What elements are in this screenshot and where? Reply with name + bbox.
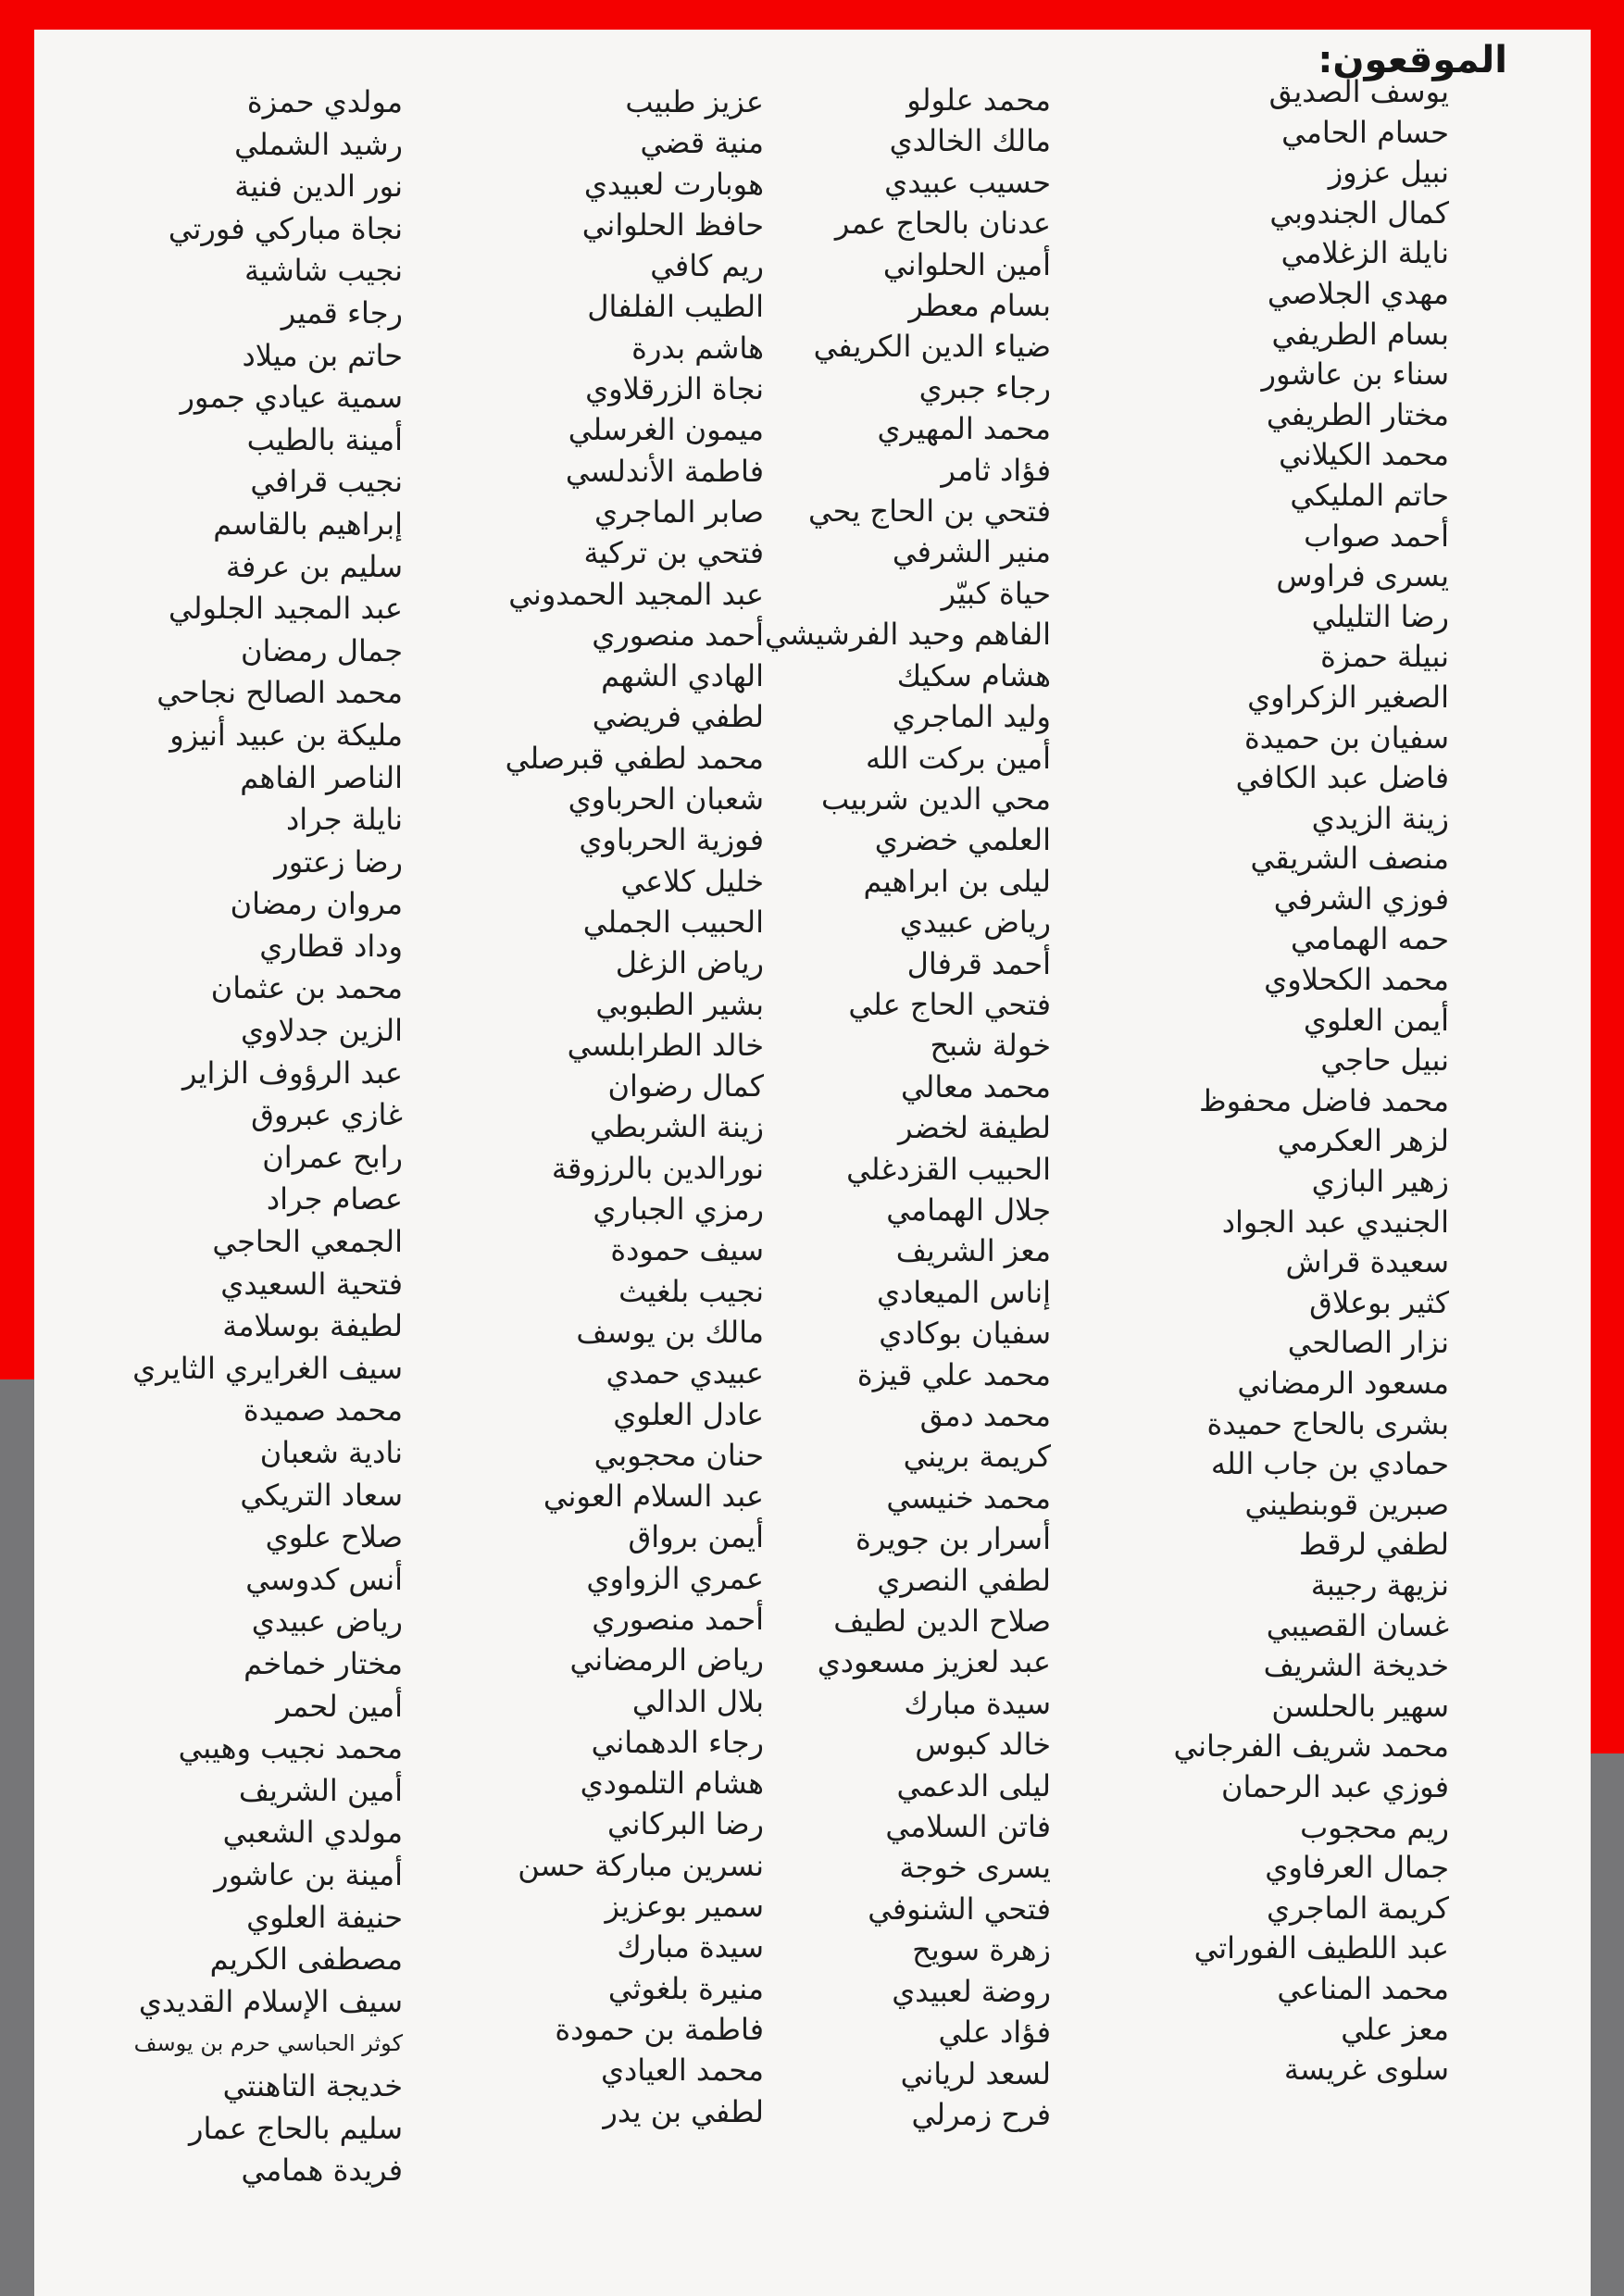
list-item: لطيفة بوسلامة [222, 1308, 403, 1344]
list-item: خليل كلاعي [620, 863, 764, 899]
list-item: فاطمة الأندلسي [565, 453, 764, 489]
list-item: لطفي فريضي [592, 699, 764, 735]
list-item: أيمن العلوي [1303, 1002, 1449, 1038]
list-item: سليم بن عرفة [225, 548, 403, 584]
list-item: حمه الهمامي [1290, 921, 1449, 957]
list-item: منيرة بلغوثي [607, 1970, 764, 2006]
list-item: لطفي بن يدر [603, 2093, 764, 2129]
list-item: مروان رمضان [230, 886, 403, 922]
list-item: سيف الإسلام القديدي [138, 1983, 403, 2019]
list-item: فوزية الحرباوي [579, 822, 764, 858]
list-item: مختار الطريفي [1266, 396, 1449, 432]
signatories-column-4 [0, 81, 403, 2192]
list-item: مسعود الرمضاني [1237, 1366, 1449, 1401]
list-item: نزيهة رجيبة [1310, 1566, 1449, 1603]
list-item: سليم بالحاج عمار [189, 2110, 403, 2146]
list-item: فاضل عبد الكافي [1235, 760, 1449, 796]
list-item: رمزي الجباري [593, 1192, 764, 1228]
list-item: رياض عبيدي [251, 1603, 403, 1640]
list-item: منية قضي [640, 125, 764, 161]
list-item: الناصر الفاهم [240, 759, 403, 795]
list-item: محمد دمق [919, 1398, 1051, 1433]
list-item: ميمون الغرسلي [568, 412, 764, 448]
list-item: رضا زعتور [274, 843, 403, 880]
list-item: كوثر الحباسي حرم بن يوسف [133, 2030, 403, 2057]
list-item: أمينة بالطيب [246, 421, 403, 457]
list-item: محمد المناعي [1277, 1970, 1449, 2006]
right-border-bar-red [1591, 0, 1624, 1753]
list-item: سعيدة قراش [1285, 1244, 1449, 1280]
list-item: فرح زمرلي [911, 2096, 1051, 2132]
list-item: كريمة الماجري [1267, 1890, 1449, 1926]
list-item: نور الدين فنية [234, 168, 403, 205]
list-item: سفيان بوكادي [879, 1316, 1051, 1352]
list-item: نزار الصالحي [1287, 1325, 1449, 1361]
list-item: جلال الهمامي [886, 1192, 1051, 1228]
list-item: فريدة همامي [241, 2152, 403, 2189]
list-item: حسام الحامي [1281, 114, 1449, 150]
list-item: غازي عبروق [251, 1097, 403, 1133]
list-item: يوسف الصديق [1268, 74, 1449, 109]
list-item: مختار خماخم [244, 1645, 403, 1681]
list-item: خالد كبوس [915, 1727, 1051, 1763]
list-item: محمد الكيلاني [1279, 437, 1449, 473]
list-item: رياض الرمضاني [569, 1642, 764, 1678]
list-item: محمد فاضل محفوظ [1199, 1082, 1449, 1118]
list-item: محمد الكحلاوي [1264, 962, 1449, 998]
list-item: سمير بوعزيز [605, 1889, 764, 1925]
list-item: الهادي الشهم [601, 658, 764, 694]
list-item: لطفي النصري [877, 1562, 1051, 1598]
list-item: سفيان بن حميدة [1243, 719, 1449, 755]
list-item: فاطمة بن حمودة [555, 2011, 764, 2047]
list-item: حاتم المليكي [1290, 477, 1449, 513]
list-item: فؤاد ثامر [941, 452, 1051, 488]
list-item: سعاد التريكي [240, 1477, 403, 1513]
list-item: وداد قطاري [259, 928, 403, 964]
list-item: أمين الحلواني [882, 246, 1051, 282]
list-item: الطيب الفلفال [587, 289, 764, 325]
list-item: روضة لعبيدي [892, 1973, 1051, 2009]
list-item: الحبيب الجملي [582, 904, 764, 940]
list-item: يسرى فراوس [1276, 558, 1449, 594]
list-item: رجاء جبري [918, 369, 1051, 406]
list-item: أحمد منصوري [592, 617, 764, 653]
right-border-bar-gray [1591, 1753, 1624, 2296]
list-item: نسرين مباركة حسن [518, 1847, 764, 1883]
list-item: لزهر العكرمي [1277, 1123, 1449, 1159]
list-item: إبراهيم بالقاسم [213, 505, 403, 542]
list-item: فتحي الشنوفي [868, 1890, 1051, 1927]
list-item: نجاة مباركي فورتي [168, 210, 403, 246]
list-item: كمال الجندوبي [1269, 194, 1449, 231]
list-item: محمد لطفي قبرصلي [505, 740, 764, 776]
list-item: إناس الميعادي [876, 1274, 1051, 1310]
list-item: فتحي بن الحاج يحي [808, 493, 1051, 530]
list-item: غسان القصيبي [1266, 1607, 1449, 1643]
list-item: عبد لعزيز مسعودي [817, 1644, 1051, 1680]
list-item: مولدي حمزة [246, 84, 403, 119]
list-item: هشام التلمودي [580, 1766, 764, 1802]
list-item: محمد نجيب وهيبي [178, 1730, 403, 1766]
list-item: جمال رمضان [240, 632, 403, 668]
page-title: الموقعون: [1318, 39, 1507, 81]
list-item: نجيب شاشية [244, 253, 403, 289]
list-item: عبد المجيد الجلولي [169, 591, 403, 627]
list-item: سيدة مبارك [617, 1929, 764, 1965]
list-item: خالد الطرابلسي [567, 1027, 764, 1063]
list-item: أسرار بن جويرة [856, 1521, 1051, 1557]
list-item: عبد المجيد الحمدوني [508, 576, 764, 612]
list-item: فوزي الشرفي [1273, 880, 1449, 917]
list-item: وليد الماجري [892, 699, 1051, 735]
list-item: العلمي خضري [874, 822, 1051, 858]
list-item: أحمد منصوري [592, 1601, 764, 1637]
list-item: محمد معالي [900, 1068, 1051, 1104]
list-item: أمين الشريف [238, 1772, 403, 1808]
list-item: بلال الدالي [631, 1683, 764, 1719]
list-item: ليلى الدعمي [896, 1767, 1051, 1803]
list-item: رضا التليلي [1311, 598, 1449, 634]
list-item: كريمة بريني [903, 1439, 1051, 1475]
list-item: رجاء الدهماني [591, 1724, 764, 1760]
list-item: فتحي الحاج علي [848, 986, 1051, 1022]
list-item: عبد اللطيف الفوراتي [1193, 1930, 1449, 1966]
list-item: الفاهم وحيد الفرشيشي [765, 617, 1051, 653]
list-item: الزين جدلاوي [240, 1013, 403, 1049]
list-item: لسعد لرياني [900, 2055, 1051, 2091]
list-item: رضا البركاني [606, 1806, 764, 1842]
list-item: سمية عيادي جمور [180, 380, 403, 416]
list-item: شعبان الحرباوي [568, 781, 764, 817]
list-item: سهير بالحلسن [1271, 1688, 1449, 1724]
list-item: زهرة سويح [912, 1932, 1051, 1968]
list-item: أحمد قرفال [906, 945, 1051, 981]
list-item: عصام جراد [266, 1181, 403, 1217]
list-item: عمري الزواوي [586, 1560, 764, 1596]
list-item: محمد خنيسي [886, 1479, 1051, 1516]
list-item: كثير بوعلاق [1309, 1284, 1449, 1320]
list-item: عبيدي حمدي [606, 1355, 764, 1391]
list-item: سلوى غريسة [1283, 2052, 1449, 2088]
list-item: مولدي الشعبي [222, 1815, 403, 1851]
list-item: مهدي الجلاصي [1267, 275, 1449, 311]
list-item: أنس كدوسي [245, 1561, 403, 1597]
list-item: محمد بن عثمان [210, 970, 403, 1006]
list-item: زهير البازي [1311, 1164, 1449, 1200]
list-item: فوزي عبد الرحمان [1220, 1768, 1449, 1804]
list-item: صابر الماجري [593, 493, 764, 530]
list-item: حنيفة العلوي [246, 1899, 403, 1935]
list-item: أمين لحمر [276, 1688, 403, 1724]
list-item: منصف الشريقي [1250, 841, 1449, 877]
list-item: خديجة التاهنتي [222, 2067, 403, 2103]
list-item: حمادي بن جاب الله [1210, 1446, 1449, 1482]
list-item: هشام سكيك [896, 657, 1051, 693]
list-item: مصطفى الكريم [209, 1941, 403, 1978]
list-item: سناء بن عاشور [1261, 356, 1449, 393]
list-item: فتحية السعيدي [220, 1266, 403, 1302]
list-item: محمد صميدة [243, 1392, 403, 1429]
list-item: الجنيدي عبد الجواد [1221, 1204, 1449, 1240]
list-item: مالك الخالدي [889, 123, 1051, 159]
list-item: هاشم بدرة [631, 330, 764, 366]
list-item: حاتم بن ميلاد [242, 337, 403, 373]
list-item: هوبارت لعبيدي [583, 166, 764, 202]
list-item: بشير الطبوبي [595, 986, 764, 1022]
list-item: مالك بن يوسف [576, 1314, 764, 1350]
list-item: أحمد صواب [1304, 518, 1449, 554]
list-item: فؤاد علي [938, 2015, 1051, 2051]
list-item: رابح عمران [262, 1139, 403, 1175]
list-item: كمال رضوان [607, 1068, 764, 1104]
list-item: صلاح علوي [265, 1519, 403, 1555]
list-item: لطفي لرقط [1298, 1527, 1449, 1563]
list-item: الصغير الزكراوي [1247, 679, 1449, 715]
list-item: فاتن السلامي [885, 1809, 1051, 1845]
list-item: لطيفة لخضر [898, 1110, 1051, 1146]
list-item: عادل العلوي [613, 1396, 764, 1432]
list-item: معز علي [1341, 2011, 1449, 2047]
list-item: حسيب عبيدي [884, 164, 1051, 200]
list-item: ضياء الدين الكريفي [813, 329, 1051, 365]
list-item: نجيب بلغيث [618, 1273, 764, 1309]
list-item: نجاة الزرقلاوي [585, 371, 764, 407]
list-item: رياض عبيدي [899, 905, 1051, 941]
list-item: زينة الزيدي [1311, 800, 1449, 836]
list-item: محمد الصالح نجاحي [156, 675, 403, 711]
list-item: زينة الشربطي [589, 1109, 764, 1145]
list-item: محمد المهيري [877, 411, 1051, 447]
list-item: نادية شعبان [259, 1435, 403, 1470]
list-item: نايلة جراد [285, 802, 403, 838]
list-item: نجيب قرافي [250, 464, 403, 500]
list-item: رجاء قمير [281, 294, 403, 331]
list-item: ليلى بن ابراهيم [863, 863, 1051, 899]
list-item: رياض الزغل [615, 945, 764, 981]
list-item: فتحي بن تركية [583, 535, 764, 571]
list-item: مليكة بن عبيد أنيزو [169, 717, 403, 753]
list-item: حافظ الحلواني [581, 206, 764, 243]
list-item: نبيلة حمزة [1320, 639, 1449, 675]
list-item: حنان محجوبي [593, 1437, 764, 1473]
list-item: سيف حمودة [610, 1232, 764, 1268]
list-item: حياة كبيّر [941, 575, 1051, 611]
list-item: سيدة مبارك [904, 1685, 1051, 1721]
list-item: محي الدين شربيب [821, 780, 1051, 817]
list-item: الجمعي الحاجي [212, 1224, 403, 1260]
list-item: عدنان بالحاج عمر [834, 206, 1051, 242]
list-item: محمد علولو [906, 82, 1051, 118]
list-item: خديخة الشريف [1263, 1648, 1449, 1684]
list-item: معز الشريف [895, 1233, 1051, 1269]
list-item: خولة شبح [930, 1028, 1051, 1064]
list-item: نبيل عزوز [1328, 155, 1449, 191]
list-item: أيمن برواق [628, 1519, 764, 1555]
top-border-bar [0, 0, 1624, 30]
list-item: منير الشرفي [892, 534, 1051, 570]
list-item: نورالدين بالرزوقة [551, 1150, 764, 1186]
list-item: بسام معطر [908, 288, 1051, 324]
list-item: بشرى بالحاج حميدة [1206, 1405, 1449, 1441]
list-item: محمد العيادي [600, 2053, 764, 2089]
list-item: صبرين قوبنطيني [1244, 1486, 1449, 1522]
list-item: نايلة الزغلامي [1280, 235, 1449, 271]
list-item: جمال العرفاوي [1265, 1850, 1449, 1886]
list-item: الحبيب القزدغلي [846, 1151, 1051, 1187]
list-item: صلاح الدين لطيف [833, 1603, 1051, 1640]
list-item: سيف الغرايري الثايري [132, 1350, 403, 1386]
list-item: نبيل حاجي [1320, 1042, 1449, 1079]
list-item: أمينة بن عاشور [214, 1856, 403, 1892]
list-item: ريم محجوب [1300, 1809, 1449, 1845]
list-item: محمد علي قيزة [856, 1356, 1051, 1392]
list-item: يسرى خوجة [899, 1850, 1051, 1886]
list-item: عزيز طبيب [625, 84, 764, 119]
list-item: رشيد الشملي [234, 126, 403, 162]
list-item: أمين بركت الله [866, 740, 1051, 776]
list-item: بسام الطريفي [1271, 316, 1449, 352]
list-item: عبد السلام العوني [543, 1479, 764, 1515]
list-item: عبد الرؤوف الزاير [181, 1054, 403, 1091]
list-item: ريم كافي [650, 248, 764, 284]
list-item: محمد شريف الفرجاني [1173, 1728, 1449, 1765]
